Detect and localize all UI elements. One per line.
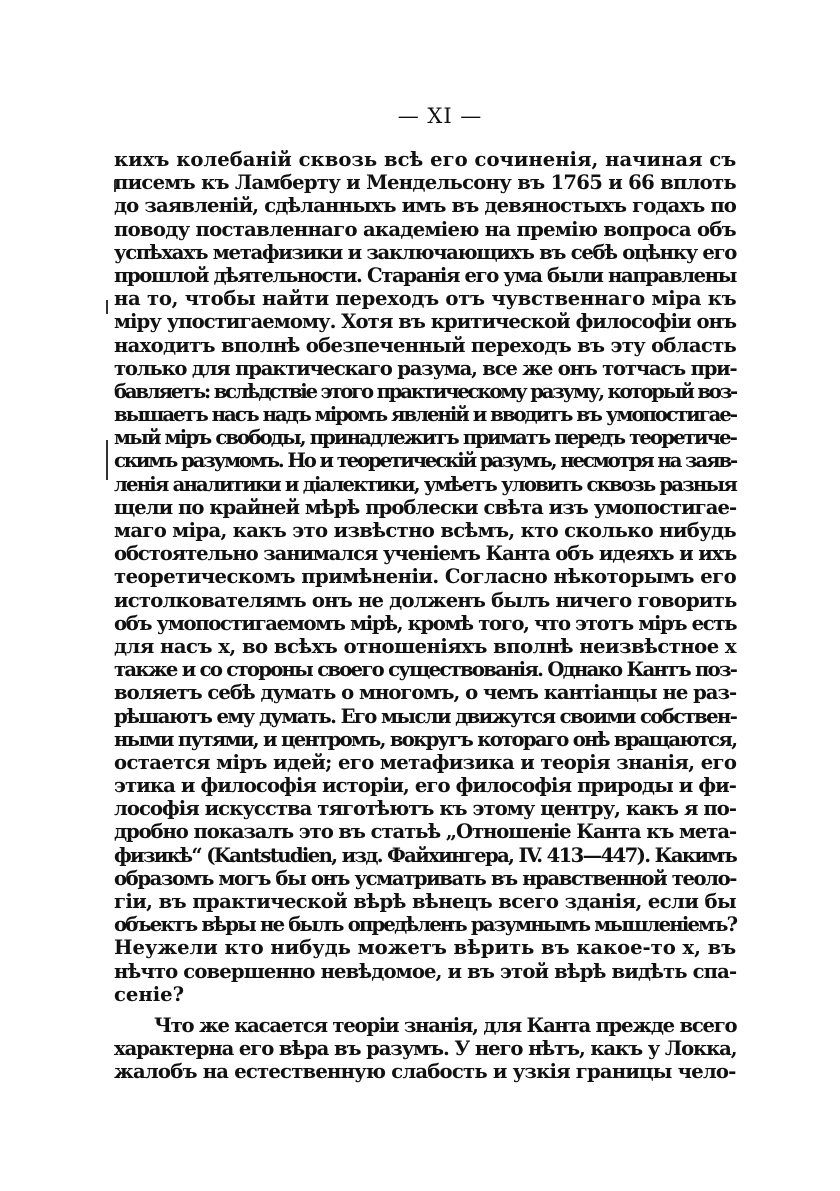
text-line: характерна его вѣра въ разумъ. У него нѣтъ, какъ у Локка, — [114, 1037, 737, 1061]
text-line: щели по крайней мѣрѣ проблески свѣта изъ умопостигае- — [114, 495, 737, 519]
text-line: поводу поставленнаго академіею на премію вопроса объ — [114, 217, 736, 241]
text-line: дробно показалъ это въ статьѣ „Отношеніе Канта къ мета- — [114, 820, 736, 844]
text-line: обстоятельно занимался ученіемъ Канта объ идеяхъ и ихъ — [114, 542, 737, 566]
text-line: міру упостигаемому. Хотя въ критической философіи онъ — [114, 310, 737, 334]
text-line: Что же касается теоріи знанія, для Канта прежде всего — [154, 1013, 737, 1037]
text-line: воляетъ себѣ думать о многомъ, о чемъ кантіанцы не раз- — [114, 681, 737, 705]
text-line: рѣшаютъ ему думать. Его мысли движутся своими собствен- — [114, 704, 737, 728]
text-line: скимъ разумомъ. Но и теоретическій разумъ, несмотря на заяв- — [114, 449, 737, 473]
text-line: писемъ къ Ламберту и Мендельсону въ 1765 и 66 вплоть — [114, 171, 736, 195]
text-line: успѣхахъ метафизики и заключающихъ въ себѣ оцѣнку его — [114, 240, 736, 264]
text-line: ными путями, и центромъ, вокругъ котораго онѣ вращаются, — [114, 727, 737, 751]
margin-mark — [106, 440, 108, 480]
body-text — [114, 148, 736, 1084]
text-line: ленія аналитики и діалектики, умѣетъ уловить сквозь разныя — [114, 472, 736, 496]
text-line: до заявленій, сдѣланныхъ имъ въ девяностыхъ годахъ по — [114, 194, 736, 218]
paragraph-2 — [114, 1014, 736, 1084]
text-line: бавляетъ: вслѣдствіе этого практическому разуму, который воз- — [114, 379, 737, 403]
text-line: объектъ вѣры не былъ опредѣленъ разумнымъ мышленіемъ? — [114, 913, 737, 937]
text-line: Неужели кто нибудь можетъ вѣрить въ какое-то x, въ — [114, 936, 737, 960]
page-number: — XI — — [397, 104, 483, 128]
text-line: остается міръ идей; его метафизика и теорія знанія, его — [114, 750, 737, 774]
margin-mark — [106, 300, 108, 314]
text-line: маго міра, какъ это извѣстно всѣмъ, кто сколько нибудь — [114, 519, 736, 542]
text-line: лософія искусства тяготѣютъ къ этому центру, какъ я по- — [114, 797, 736, 821]
text-line: также и со стороны своего существованія. Однако Кантъ поз- — [114, 658, 737, 682]
text-line: нѣчто совершенно невѣдомое, и въ этой вѣрѣ видѣть спа- — [114, 959, 737, 983]
text-line: на то, чтобы найти переходъ отъ чувственнаго міра къ — [114, 287, 737, 311]
text-line: кихъ колебаній сквозь всѣ его сочиненія, начиная съ — [114, 148, 737, 171]
text-line: гіи, въ практической вѣрѣ вѣнецъ всего зданія, если бы — [114, 890, 736, 913]
text-line: истолкователямъ онъ не долженъ былъ ничего говорить — [114, 588, 737, 612]
text-line: объ умопостигаемомъ мірѣ, кромѣ того, что этотъ міръ есть — [114, 611, 737, 635]
text-line: образомъ могъ бы онъ усматривать въ нравственной теоло- — [114, 866, 736, 890]
text-line: теоретическомъ примѣненіи. Согласно нѣкоторымъ его — [114, 565, 737, 589]
text-line: мый міръ свободы, принадлежитъ приматъ передъ теоретиче- — [114, 426, 737, 450]
text-line: этика и философія исторіи, его философія природы и фи- — [114, 774, 736, 798]
paragraph-1 — [114, 148, 736, 1006]
paragraph-gap — [114, 1006, 736, 1014]
text-line: для насъ x, во всѣхъ отношеніяхъ вполнѣ неизвѣстное x — [114, 634, 737, 658]
text-line: вышаетъ насъ надъ міромъ явленій и вводитъ въ умопостигае- — [114, 403, 736, 427]
text-line: только для практическаго разума, все же онъ тотчасъ при- — [114, 356, 737, 380]
text-line: жалобъ на естественную слабость и узкія границы чело- — [114, 1060, 736, 1084]
text-line: находитъ вполнѣ обезпеченный переходъ въ эту область — [114, 333, 737, 357]
text-line: сеніе? — [114, 982, 185, 1006]
text-line: прошлой дѣятельности. Старанія его ума были направлены — [114, 263, 736, 287]
text-line: физикѣ“ (Kantstudien, изд. Файхингера, IV. 413—447). Какимъ — [114, 843, 737, 867]
